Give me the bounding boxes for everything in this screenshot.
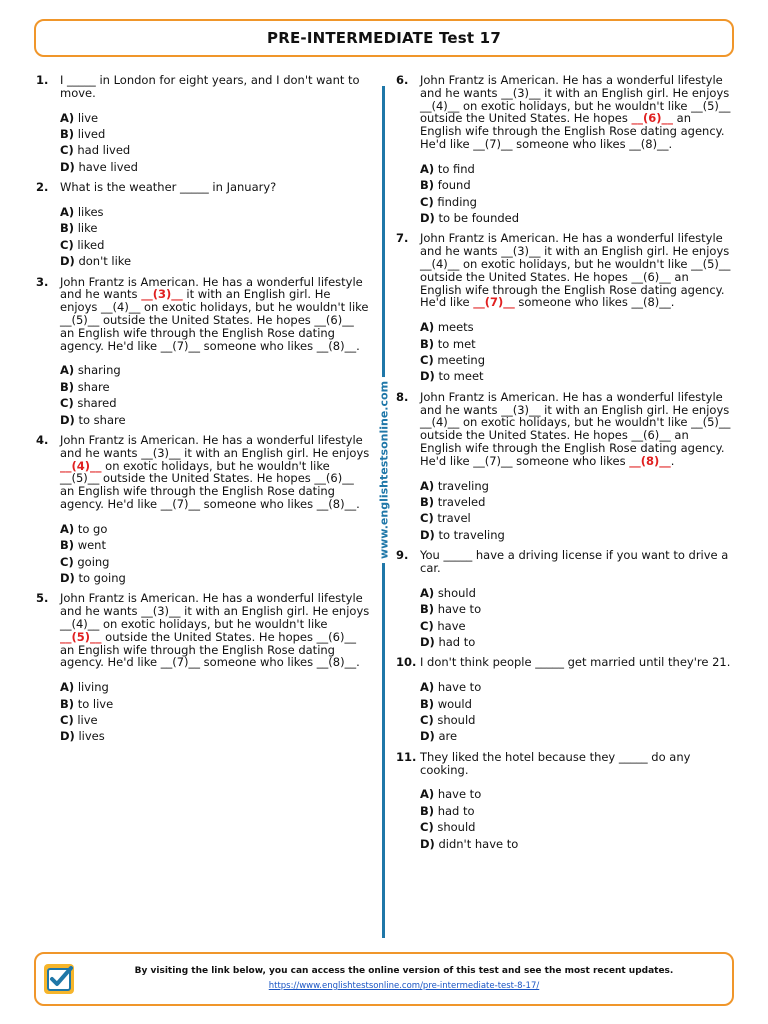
answer-options [420,679,731,745]
question-text [420,656,731,669]
answer-options [420,478,731,544]
answer-option[interactable] [60,379,371,395]
question-text [420,549,731,575]
question-text-segment: outside the United States. He hopes __(6)__ an English wife through the English Rose dating agency. He'd like __(7)__ someone who likes __(8)__. [60,629,360,670]
option-text: went [77,538,106,553]
answer-options [60,679,371,745]
online-test-link[interactable]: https://www.englishtestsonline.com/pre-intermediate-test-8-17/ [268,981,540,991]
blank-highlight: __(6)__ [631,111,674,126]
question-item [396,232,731,384]
title-banner [34,19,734,57]
answer-option[interactable] [60,537,371,553]
question-number: 1. [36,73,49,87]
left-column [36,74,371,751]
question-text [60,276,371,353]
answer-option[interactable] [420,585,731,601]
option-text: going [77,554,110,569]
option-letter: C) [60,713,74,728]
option-text: to traveling [438,527,505,542]
question-item [36,181,371,269]
answer-option[interactable] [420,527,731,543]
answer-option[interactable] [60,220,371,236]
page-title: PRE-INTERMEDIATE Test 17 [267,29,501,47]
option-letter: B) [420,495,435,509]
option-letter: C) [420,713,434,728]
option-text: to go [77,521,108,536]
option-letter: C) [60,143,74,158]
question-text-segment: John Frantz is American. He has a wonderful lifestyle and he wants __(3)__ it with an English girl. He enjoys __(4)__ on exotic holidays, but he wouldn't like __(5)__ outside the United States. He hopes [420,73,731,126]
option-text: found [437,178,471,193]
option-text: have to [437,680,482,695]
option-letter: D) [60,412,75,427]
answer-options [60,362,371,428]
blank-highlight: __(7)__ [473,295,515,310]
answer-option[interactable] [420,803,731,819]
option-letter: B) [420,696,435,711]
question-number: 6. [396,73,409,87]
question-number: 10. [396,655,417,670]
answer-option[interactable] [420,336,731,352]
question-number: 3. [36,274,49,289]
footer-text: By visiting the link below, you can access the online version of this test and see the most recent updates. [134,966,674,976]
option-letter: D) [420,635,435,650]
answer-option[interactable] [60,204,371,220]
question-text [420,391,731,468]
question-text-segment: John Frantz is American. He has a wonderful lifestyle and he wants __(3)__ it with an English girl. He enjoys [60,433,370,460]
option-letter: A) [420,478,435,493]
option-text: living [77,680,109,695]
question-text [60,74,371,100]
option-text: don't like [78,254,132,269]
option-letter: D) [60,571,75,586]
option-letter: D) [60,159,75,174]
option-text: live [77,713,98,728]
answer-option[interactable] [420,352,731,368]
question-text [420,232,731,309]
answer-option[interactable] [420,161,731,177]
question-text-segment: John Frantz is American. He has a wonderful lifestyle and he wants __(3)__ it with an English girl. He enjoys __(4)__ on exotic holidays, but he wouldn't like [60,591,370,632]
question-item [36,276,371,428]
answer-options [420,585,731,651]
option-letter: A) [60,363,75,378]
option-letter: A) [420,320,435,335]
answer-option[interactable] [60,159,371,175]
answer-options [60,521,371,587]
option-text: meets [437,320,474,335]
answer-option[interactable] [420,679,731,695]
option-letter: A) [420,161,435,176]
option-letter: A) [60,110,75,125]
option-letter: A) [420,680,435,695]
option-letter: D) [60,254,75,269]
option-text: have lived [78,159,138,174]
question-text-segment: someone who likes __(8)__. [514,295,675,310]
question-text [60,592,371,669]
question-item [36,434,371,586]
answer-option[interactable] [420,819,731,835]
option-letter: B) [60,379,75,394]
option-letter: B) [420,336,435,351]
answer-option[interactable] [420,696,731,712]
option-text: had to [438,635,476,650]
option-text: would [437,696,472,711]
question-text-segment: John Frantz is American. He has a wonderful lifestyle and he wants __(3)__ it with an English girl. He enjoys __(4)__ on exotic holidays, but he wouldn't like __(5)__ outside the United States. He hopes __(6)__ an English wife through the English Rose dating agency. He'd like __(7)__ someone who likes [420,389,731,468]
option-letter: B) [420,178,435,193]
option-letter: D) [420,369,435,384]
question-item [36,74,371,175]
option-text: to meet [438,369,484,384]
question-text [420,74,731,151]
option-text: finding [437,194,477,209]
option-text: shared [77,396,117,411]
answer-option[interactable] [420,786,731,802]
option-letter: D) [420,211,435,225]
question-item [396,74,731,226]
option-text: didn't have to [438,836,519,851]
option-letter: A) [420,585,435,600]
option-letter: D) [60,729,75,744]
answer-option[interactable] [420,194,731,210]
option-letter: C) [420,511,434,526]
option-text: are [438,729,458,744]
answer-option[interactable] [420,728,731,744]
question-text-segment: . [670,453,675,468]
checkbox-icon [42,962,76,996]
question-number: 2. [36,180,49,195]
option-text: sharing [77,363,121,378]
question-text-segment: You _____ have a driving license if you want to drive a car. [420,548,729,576]
answer-option[interactable] [420,319,731,335]
option-text: had lived [77,143,131,158]
answer-option[interactable] [60,110,371,126]
blank-highlight: __(3)__ [141,287,183,302]
answer-option[interactable] [60,237,371,253]
question-item [36,592,371,744]
option-letter: B) [60,538,75,553]
answer-option[interactable] [420,478,731,494]
answer-option[interactable] [60,126,371,142]
answer-option[interactable] [60,696,371,712]
blank-highlight: __(5)__ [60,629,102,644]
option-text: like [77,221,98,236]
question-text-segment: it with an English girl. He enjoys __(4)__ on exotic holidays, but he wouldn't like __(5)__ outside the United States. He hopes __(6)__ an English wife through the English Rose dating agency. He'd like __(7)__ someone who likes __(8)__. [60,287,369,353]
answer-option[interactable] [420,634,731,650]
option-letter: A) [60,680,75,695]
option-text: meeting [437,353,486,367]
option-text: should [437,820,476,835]
answer-option[interactable] [60,554,371,570]
answer-option[interactable] [420,712,731,728]
answer-option[interactable] [420,177,731,193]
question-item [396,751,731,852]
answer-option[interactable] [60,362,371,378]
answer-option[interactable] [420,368,731,384]
answer-option[interactable] [60,253,371,269]
option-text: liked [77,237,105,252]
side-url: www.englishtestsonline.com [376,377,393,563]
question-number: 9. [396,548,409,563]
answer-options [420,161,731,227]
option-letter: B) [420,602,435,617]
answer-options [60,110,371,176]
answer-options [420,786,731,852]
answer-option[interactable] [420,510,731,526]
blank-highlight: __(8)__ [629,453,671,468]
question-text-segment: John Frantz is American. He has a wonderful lifestyle and he wants [60,274,363,302]
question-number: 4. [36,433,49,448]
option-text: to find [437,161,475,176]
answer-option[interactable] [420,836,731,852]
option-letter: B) [60,127,75,141]
answer-option[interactable] [60,521,371,537]
answer-options [420,319,731,385]
question-number: 11. [396,749,417,764]
option-letter: D) [420,527,435,542]
option-text: to live [77,696,114,711]
answer-option[interactable] [60,570,371,586]
answer-option[interactable] [420,601,731,617]
right-column [396,74,731,858]
question-item [396,391,731,543]
option-text: travel [437,511,471,526]
option-text: had to [437,803,475,818]
option-letter: D) [420,729,435,744]
option-text: to met [437,336,476,351]
answer-option[interactable] [420,210,731,226]
answer-option[interactable] [60,412,371,428]
option-letter: C) [60,237,74,252]
question-text-segment: an English wife through the English Rose dating agency. He'd like __(7)__ someone who likes __(8)__. [420,111,725,151]
question-text-segment: I don't think people _____ get married until they're 21. [420,655,731,670]
question-text [420,751,731,777]
option-text: have [437,618,466,633]
footer-box [34,952,734,1006]
option-text: share [77,379,110,394]
question-number: 8. [396,389,409,404]
option-letter: C) [420,353,434,367]
question-text-segment: They liked the hotel because they _____ do any cooking. [420,749,691,777]
question-text [60,434,371,511]
answer-option[interactable] [60,728,371,744]
question-text-segment: I _____ in London for eight years, and I don't want to move. [60,73,360,100]
option-letter: A) [60,205,75,220]
question-number: 5. [36,591,49,606]
question-item [396,549,731,650]
option-text: should [437,713,476,728]
option-letter: D) [420,836,435,851]
option-letter: C) [60,554,74,569]
option-text: lives [78,729,105,744]
option-letter: B) [60,221,75,236]
answer-option[interactable] [60,395,371,411]
answer-option[interactable] [60,712,371,728]
question-number: 7. [396,231,409,246]
answer-option[interactable] [420,618,731,634]
option-letter: A) [420,787,435,802]
option-letter: B) [60,696,75,711]
option-letter: A) [60,521,75,536]
question-text-segment: on exotic holidays, but he wouldn't like __(5)__ outside the United States. He hopes __(6)__ an English wife through the English Rose dating agency. He'd like __(7)__ someone who likes __(8)__. [60,458,360,512]
answer-option[interactable] [420,494,731,510]
option-text: to going [78,571,126,586]
option-letter: C) [420,820,434,835]
question-text [60,181,371,194]
question-text-segment: What is the weather _____ in January? [60,180,277,195]
answer-option[interactable] [60,142,371,158]
option-letter: C) [420,194,434,209]
option-text: should [437,585,476,600]
question-item [396,656,731,744]
option-letter: C) [420,618,434,633]
blank-highlight: __(4)__ [60,458,102,473]
option-text: have to [437,787,482,802]
option-text: to share [78,412,126,427]
option-text: have to [437,602,482,617]
option-text: traveling [437,478,489,493]
option-text: live [77,110,99,125]
option-text: likes [77,205,104,220]
option-text: traveled [437,495,486,509]
question-text-segment: John Frantz is American. He has a wonderful lifestyle and he wants __(3)__ it with an English girl. He enjoys __(4)__ on exotic holidays, but he wouldn't like __(5)__ outside the United States. He hopes __(6)__ an English wife through the English Rose dating agency. He'd like [420,231,731,310]
option-letter: C) [60,396,74,411]
answer-option[interactable] [60,679,371,695]
option-text: to be founded [438,211,520,225]
answer-options [60,204,371,270]
option-letter: B) [420,803,435,818]
option-text: lived [77,127,106,141]
